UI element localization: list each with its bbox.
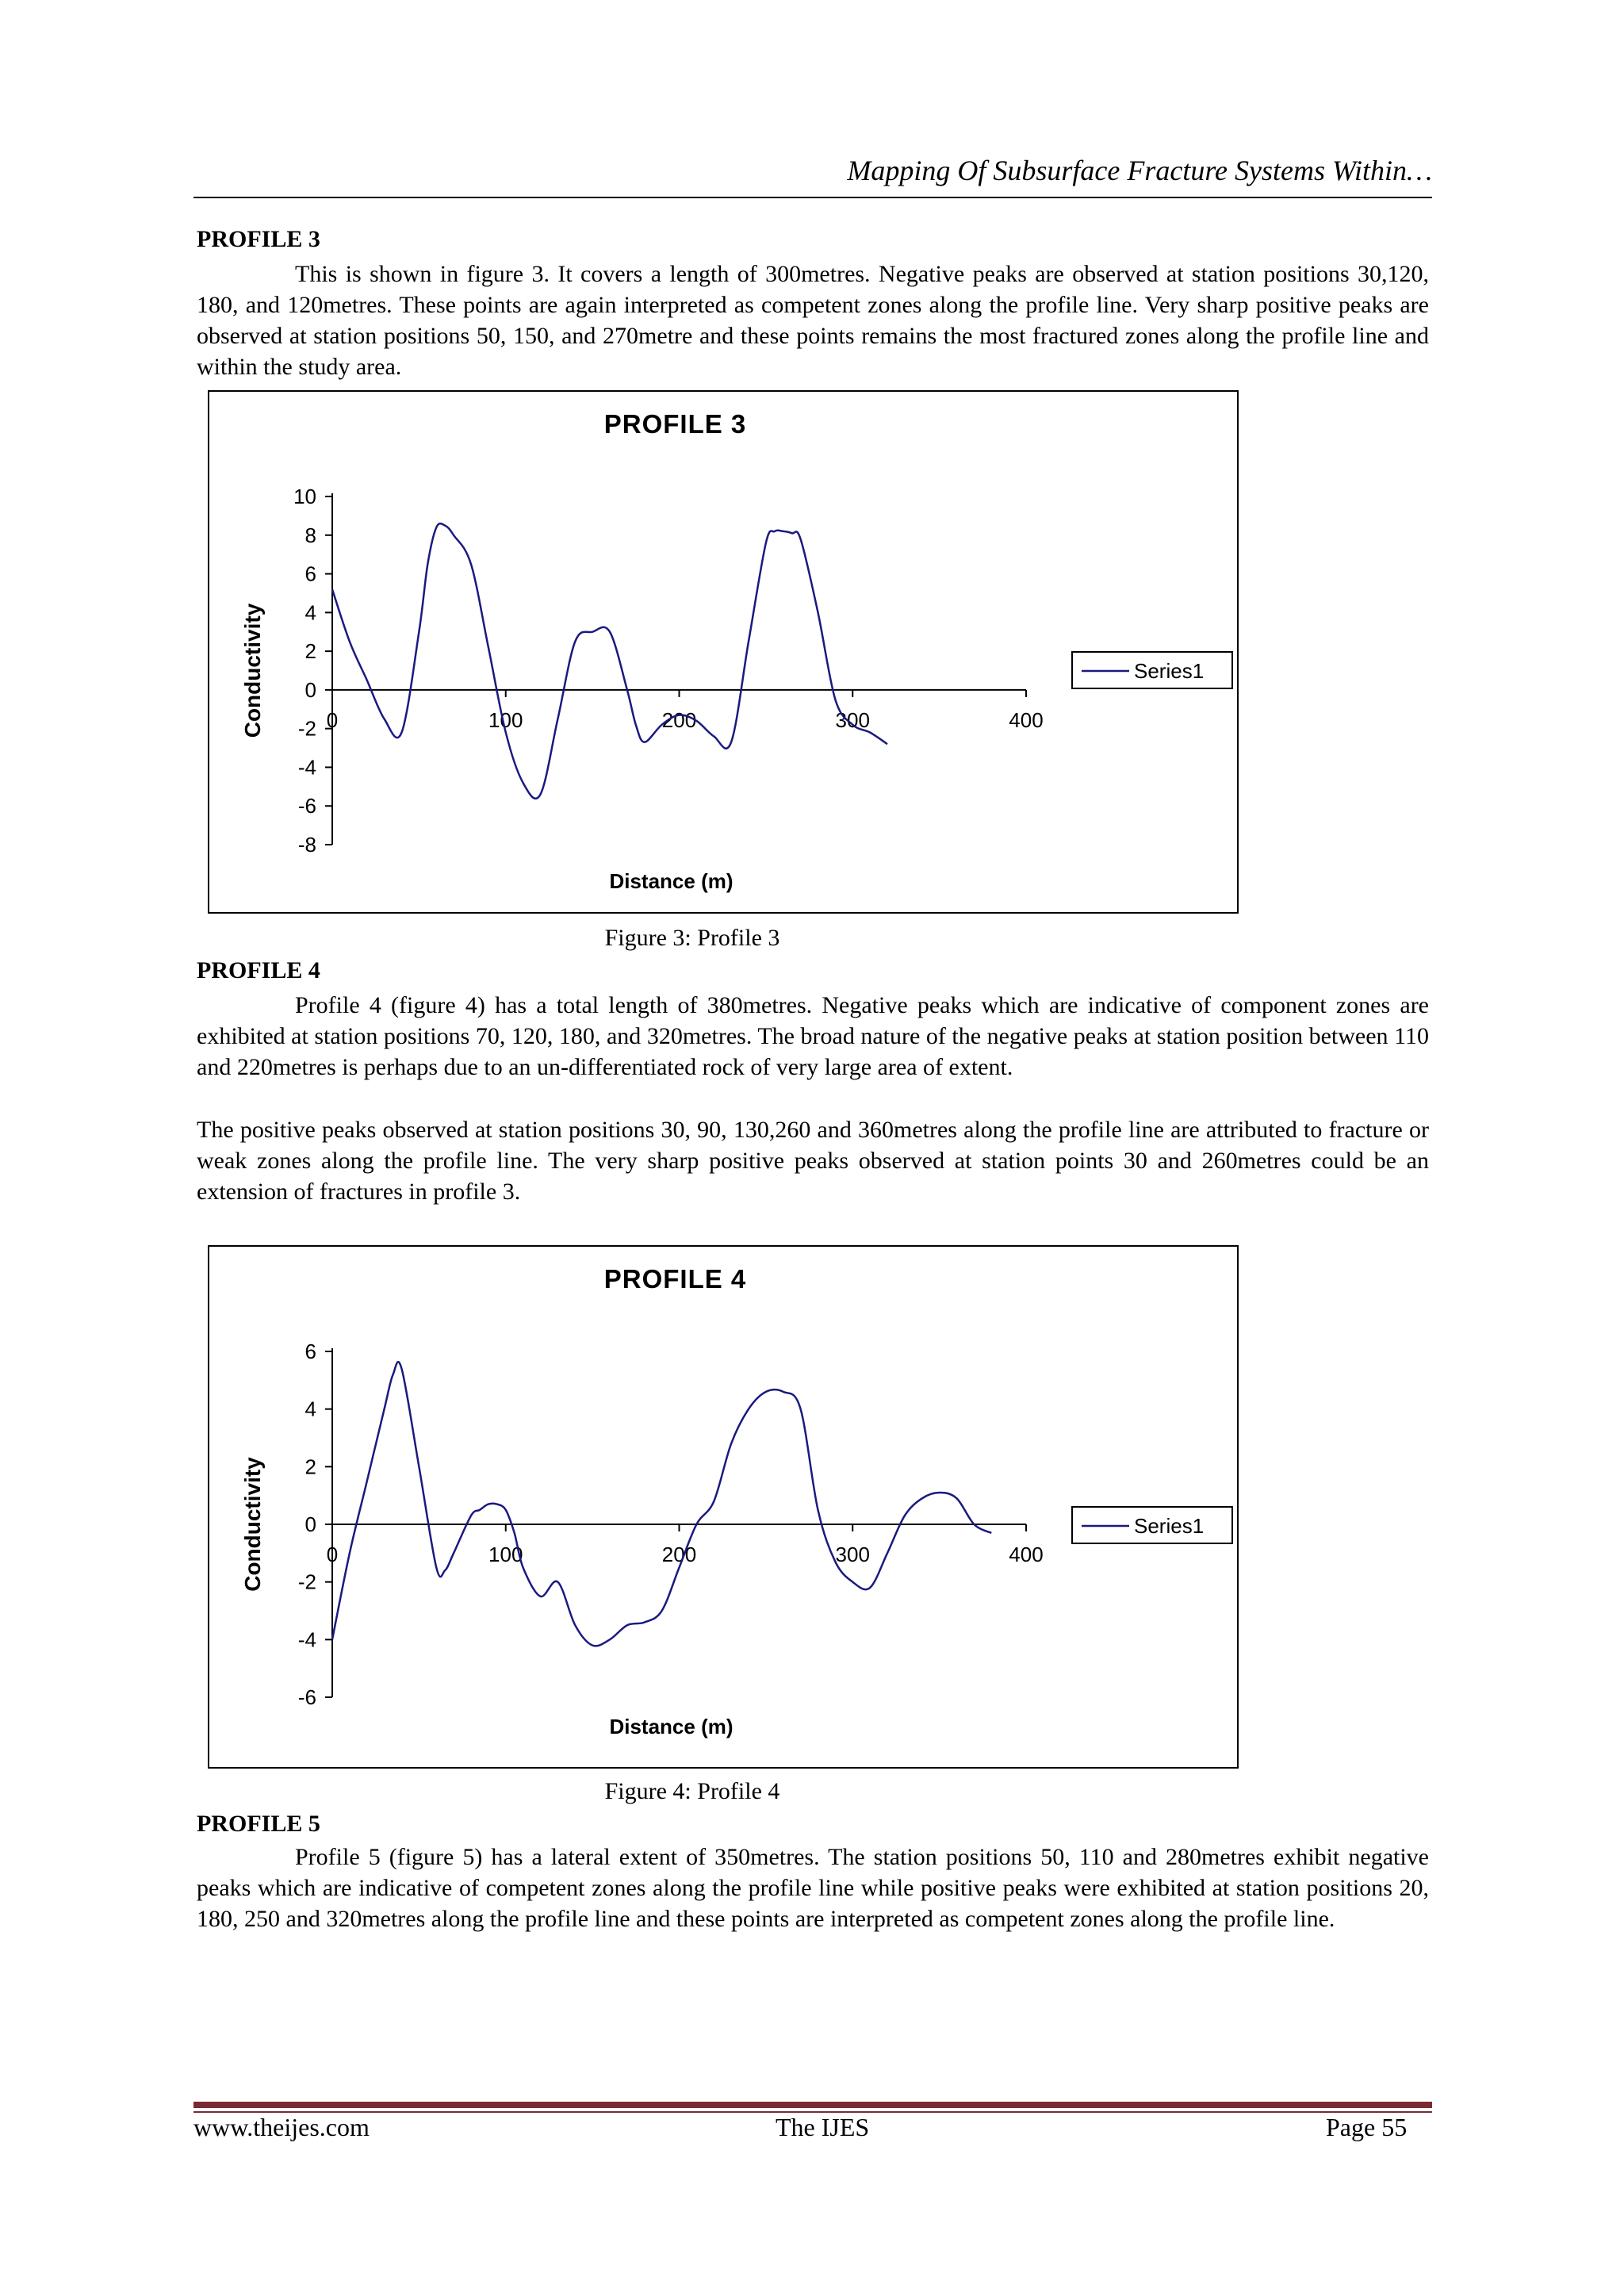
y-tick-label: 4 xyxy=(304,600,316,625)
y-tick-label: 10 xyxy=(293,485,316,508)
chart-svg-profile-3 xyxy=(209,392,1237,912)
y-tick-label: 4 xyxy=(304,1397,316,1421)
y-tick-label: 0 xyxy=(304,1512,316,1536)
x-tick-label: 0 xyxy=(326,707,339,732)
y-tick-label: -8 xyxy=(297,833,316,857)
y-axis-label: Conductivity xyxy=(240,1457,265,1592)
x-tick-label: 300 xyxy=(835,707,870,732)
footer-journal: The IJES xyxy=(776,2113,870,2141)
y-tick-label: 6 xyxy=(304,1340,316,1363)
y-tick-label: 8 xyxy=(304,523,316,547)
chart-title: PROFILE 4 xyxy=(603,1264,747,1294)
heading-profile-4: PROFILE 4 xyxy=(197,957,320,983)
x-tick-label: 0 xyxy=(326,1543,339,1566)
y-tick-label: -4 xyxy=(297,1627,316,1652)
footer-page-number: Page 55 xyxy=(1326,2113,1408,2141)
series-line-series1 xyxy=(332,523,887,799)
y-tick-label: -6 xyxy=(297,794,316,818)
running-header: Mapping Of Subsurface Fracture Systems Within… xyxy=(847,155,1432,186)
y-tick-label: 6 xyxy=(304,562,316,586)
figure-4-chart xyxy=(208,1245,1239,1769)
caption-figure-3: Figure 3: Profile 3 xyxy=(604,925,780,951)
y-tick-label: -2 xyxy=(297,716,316,741)
y-tick-label: -4 xyxy=(297,755,316,780)
y-tick-label: 2 xyxy=(304,639,316,664)
chart-group xyxy=(240,1264,1232,1738)
footer-rule-thick xyxy=(193,2102,1432,2108)
chart-group xyxy=(240,409,1232,893)
x-axis-label: Distance (m) xyxy=(609,869,733,893)
chart-title: PROFILE 3 xyxy=(603,409,747,439)
legend-label: Series1 xyxy=(1134,659,1205,683)
y-axis-label: Conductivity xyxy=(240,603,265,738)
heading-profile-3: PROFILE 3 xyxy=(197,226,320,252)
x-tick-label: 200 xyxy=(661,1543,697,1566)
chart-svg-profile-4 xyxy=(209,1247,1237,1767)
y-tick-label: -6 xyxy=(297,1685,316,1709)
chart-legend xyxy=(1072,1507,1232,1543)
series-line-series1 xyxy=(332,1362,991,1646)
footer-website: www.theijes.com xyxy=(193,2113,370,2141)
x-tick-label: 200 xyxy=(661,707,697,732)
legend-label: Series1 xyxy=(1134,1514,1205,1538)
x-axis-label: Distance (m) xyxy=(609,1715,733,1738)
y-tick-label: 2 xyxy=(304,1455,316,1479)
paragraph-profile-4-2: The positive peaks observed at station positions 30, 90, 130,260 and 360metres along the profile line are attributed to fracture or weak zones along the profile line. The very sharp positive peaks observed at station points 30 and 260metres could be an extension of fractures in profile 3. xyxy=(197,1117,1429,1205)
chart-legend xyxy=(1072,652,1232,688)
x-tick-label: 300 xyxy=(835,1543,870,1566)
paragraph-profile-4-1: Profile 4 (figure 4) has a total length of 380metres. Negative peaks which are indicative of component zones are exhibited at station positions 70, 120, 180, and 320metres. The broad nature of the negative peaks at station position between 110 and 220metres is perhaps due to an un-differentiated rock of very large area of extent. xyxy=(197,992,1429,1080)
x-tick-label: 100 xyxy=(488,707,523,732)
caption-figure-4: Figure 4: Profile 4 xyxy=(604,1778,780,1804)
y-tick-label: -2 xyxy=(297,1570,316,1594)
x-tick-label: 100 xyxy=(488,1543,523,1566)
paragraph-profile-3: This is shown in figure 3. It covers a length of 300metres. Negative peaks are observed at station positions 30,120, 180, and 120metres. These points are again interpreted as competent zones along the profile line. Very sharp positive peaks are observed at station positions 50, 150, and 270metre and these points remains the most fractured zones along the profile line and within the study area. xyxy=(197,261,1429,380)
y-tick-label: 0 xyxy=(304,677,316,702)
header-rule xyxy=(193,197,1432,198)
figure-3-chart xyxy=(208,390,1239,914)
paragraph-profile-5: Profile 5 (figure 5) has a lateral extent of 350metres. The station positions 50, 110 and 280metres exhibit negative peaks which are indicative of competent zones along the profile line while positive peaks were exhibited at station positions 20, 180, 250 and 320metres along the profile line and these points are interpreted as competent zones along the profile line. xyxy=(197,1844,1429,1932)
x-tick-label: 400 xyxy=(1009,707,1044,732)
heading-profile-5: PROFILE 5 xyxy=(197,1811,320,1837)
x-tick-label: 400 xyxy=(1009,1543,1044,1566)
